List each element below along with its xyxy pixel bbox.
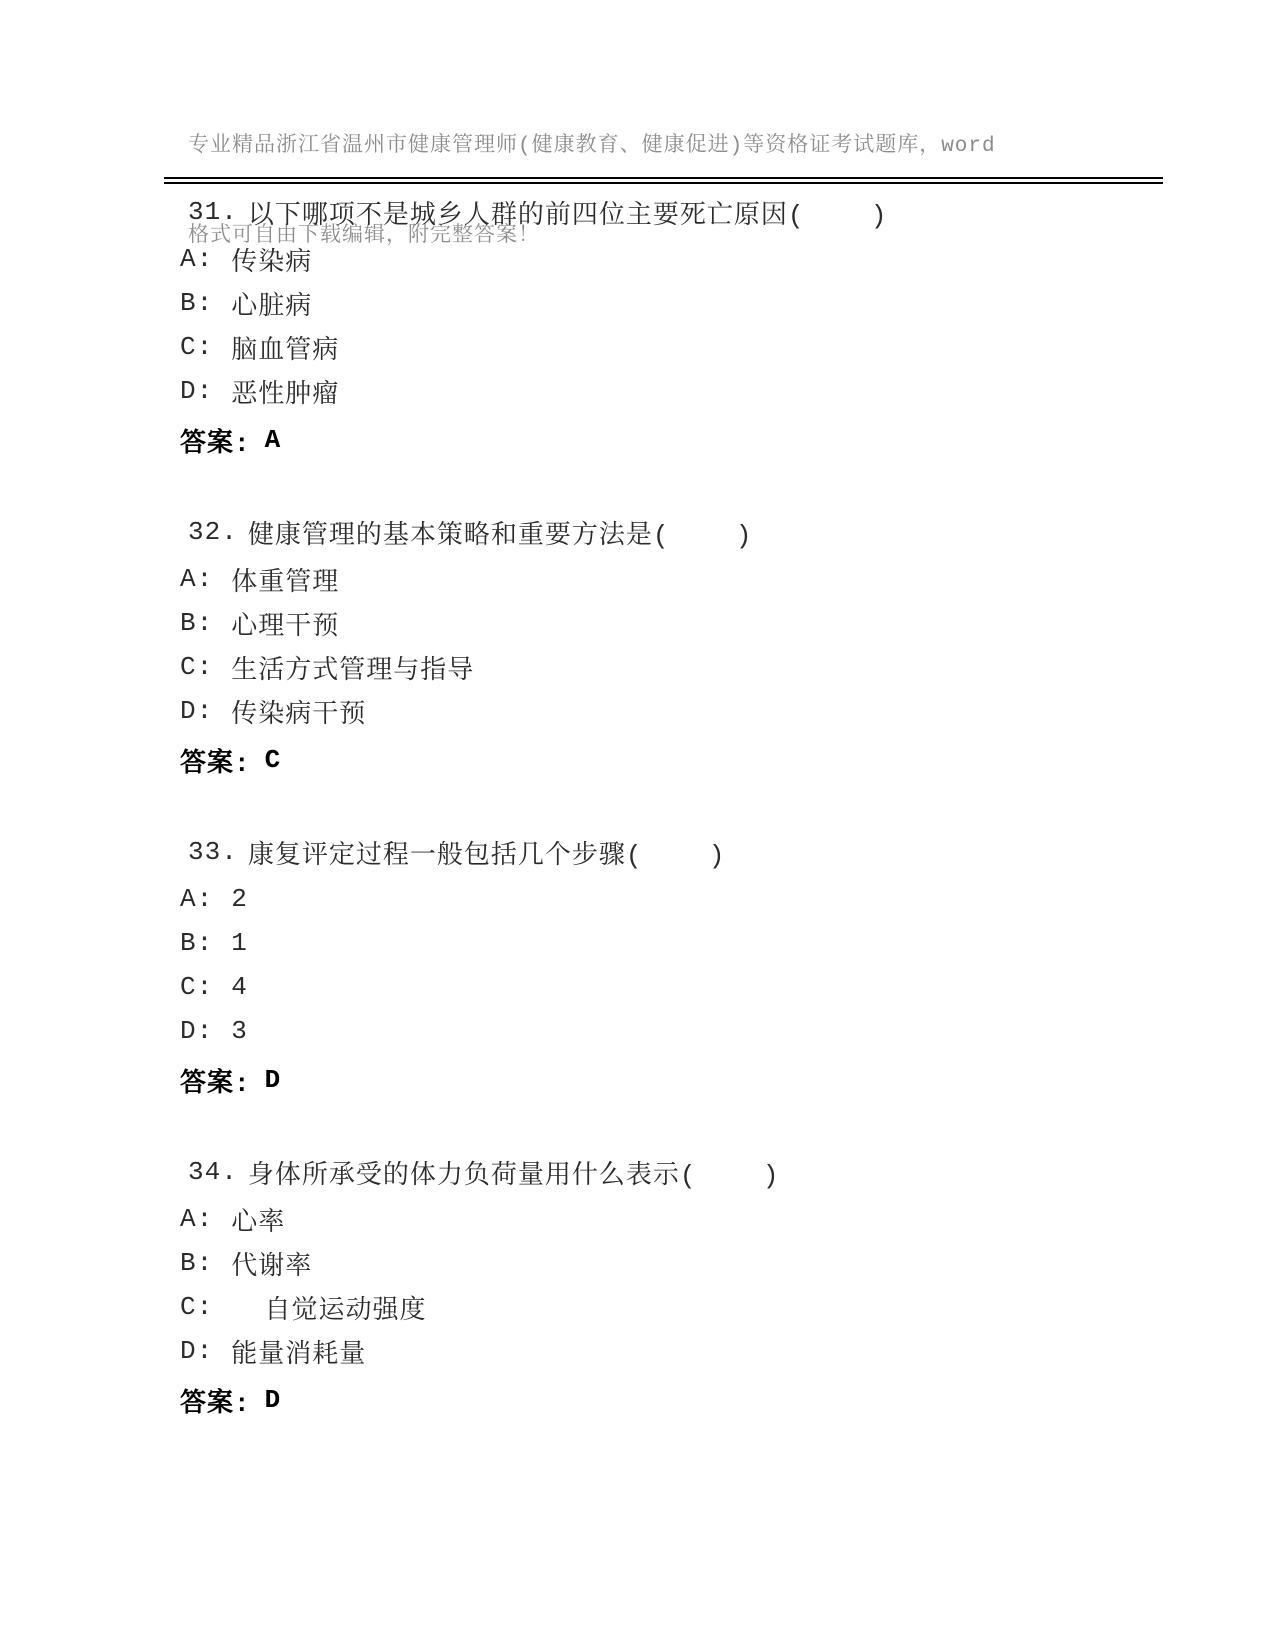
question-block-34 (180, 1150, 1170, 1422)
answer-value: C (264, 745, 282, 775)
option-text: 1 (231, 928, 248, 958)
answer-label: 答案: (180, 1068, 251, 1099)
answer-line (180, 1378, 1170, 1422)
option-b (180, 601, 1170, 645)
option-a (180, 237, 1170, 281)
question-number: 33. (188, 837, 238, 867)
option-label: A: (180, 564, 214, 594)
answer-label: 答案: (180, 748, 251, 779)
option-label: A: (180, 244, 214, 274)
option-c (180, 965, 1170, 1009)
option-b (180, 1241, 1170, 1285)
question-text: 健康管理的基本策略和重要方法是( ) (247, 520, 753, 551)
option-d (180, 369, 1170, 413)
option-text: 心率 (231, 1207, 286, 1238)
question-title (180, 830, 1170, 874)
option-text: 自觉运动强度 (231, 1295, 427, 1326)
option-c (180, 1285, 1170, 1329)
option-d (180, 1009, 1170, 1053)
option-label: B: (180, 288, 214, 318)
option-a (180, 877, 1170, 921)
option-a (180, 1197, 1170, 1241)
answer-value: D (264, 1385, 282, 1415)
question-text: 康复评定过程一般包括几个步骤( ) (247, 840, 726, 871)
option-label: B: (180, 608, 214, 638)
option-label: D: (180, 1336, 214, 1366)
question-block-31 (180, 190, 1170, 462)
answer-line (180, 738, 1170, 782)
option-c (180, 325, 1170, 369)
option-label: A: (180, 884, 214, 914)
option-d (180, 689, 1170, 733)
option-text: 脑血管病 (231, 335, 340, 366)
option-a (180, 557, 1170, 601)
question-number: 32. (188, 517, 238, 547)
answer-label: 答案: (180, 1388, 251, 1419)
option-label: A: (180, 1204, 214, 1234)
question-text: 以下哪项不是城乡人群的前四位主要死亡原因( ) (247, 200, 888, 231)
question-number: 34. (188, 1157, 238, 1187)
option-text: 能量消耗量 (231, 1339, 367, 1370)
option-text: 心脏病 (231, 291, 313, 322)
answer-label: 答案: (180, 428, 251, 459)
option-text: 传染病干预 (231, 699, 367, 730)
option-text: 3 (231, 1016, 248, 1046)
option-c (180, 645, 1170, 689)
option-label: D: (180, 696, 214, 726)
question-title (180, 510, 1170, 554)
option-text: 恶性肿瘤 (231, 379, 340, 410)
option-label: C: (180, 652, 214, 682)
option-label: D: (180, 376, 214, 406)
option-d (180, 1329, 1170, 1373)
header-line-1: 专业精品浙江省温州市健康管理师(健康教育、健康促进)等资格证考试题库，word (188, 135, 996, 158)
answer-line (180, 1058, 1170, 1102)
option-label: D: (180, 1016, 214, 1046)
question-title (180, 190, 1170, 234)
option-label: C: (180, 1292, 214, 1322)
header-line-2: 格式可自由下载编辑，附完整答案！ (188, 225, 540, 248)
question-block-32 (180, 510, 1170, 782)
answer-line (180, 418, 1170, 462)
option-b (180, 921, 1170, 965)
option-text: 2 (231, 884, 248, 914)
header-divider-rule (164, 177, 1163, 184)
question-block-33 (180, 830, 1170, 1102)
questions-content (180, 190, 1170, 1470)
option-text: 心理干预 (231, 611, 340, 642)
option-b (180, 281, 1170, 325)
option-label: C: (180, 332, 214, 362)
question-title (180, 1150, 1170, 1194)
option-text: 体重管理 (231, 567, 340, 598)
option-text: 生活方式管理与指导 (231, 655, 475, 686)
answer-value: D (264, 1065, 282, 1095)
option-label: B: (180, 928, 214, 958)
option-text: 代谢率 (231, 1251, 313, 1282)
option-label: C: (180, 972, 214, 1002)
question-text: 身体所承受的体力负荷量用什么表示( ) (247, 1160, 780, 1191)
option-label: B: (180, 1248, 214, 1278)
question-number: 31. (188, 197, 238, 227)
option-text: 传染病 (231, 247, 313, 278)
answer-value: A (264, 425, 282, 455)
option-text: 4 (231, 972, 248, 1002)
